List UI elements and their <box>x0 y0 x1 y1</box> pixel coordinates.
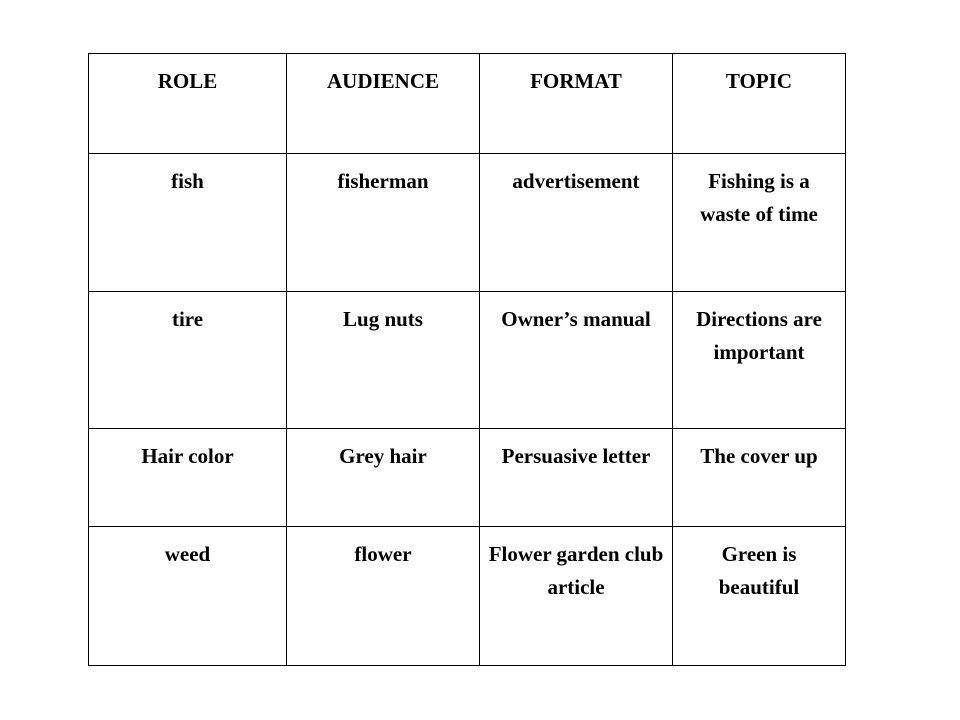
cell-role: Hair color <box>89 429 287 527</box>
cell-audience: Grey hair <box>287 429 480 527</box>
header-format: FORMAT <box>480 54 673 154</box>
table-row <box>89 527 846 666</box>
cell-format: Flower garden club article <box>480 527 673 666</box>
cell-role: weed <box>89 527 287 666</box>
header-row <box>89 54 846 154</box>
table-row <box>89 429 846 527</box>
cell-role: tire <box>89 292 287 429</box>
cell-topic: Green is beautiful <box>673 527 846 666</box>
cell-format: advertisement <box>480 154 673 292</box>
header-audience: AUDIENCE <box>287 54 480 154</box>
raft-table <box>88 53 846 666</box>
cell-format: Persuasive letter <box>480 429 673 527</box>
cell-audience: flower <box>287 527 480 666</box>
cell-audience: Lug nuts <box>287 292 480 429</box>
cell-topic: The cover up <box>673 429 846 527</box>
table-row <box>89 292 846 429</box>
cell-topic: Fishing is a waste of time <box>673 154 846 292</box>
cell-audience: fisherman <box>287 154 480 292</box>
table-row <box>89 154 846 292</box>
cell-role: fish <box>89 154 287 292</box>
header-topic: TOPIC <box>673 54 846 154</box>
cell-topic: Directions are important <box>673 292 846 429</box>
header-role: ROLE <box>89 54 287 154</box>
cell-format: Owner’s manual <box>480 292 673 429</box>
